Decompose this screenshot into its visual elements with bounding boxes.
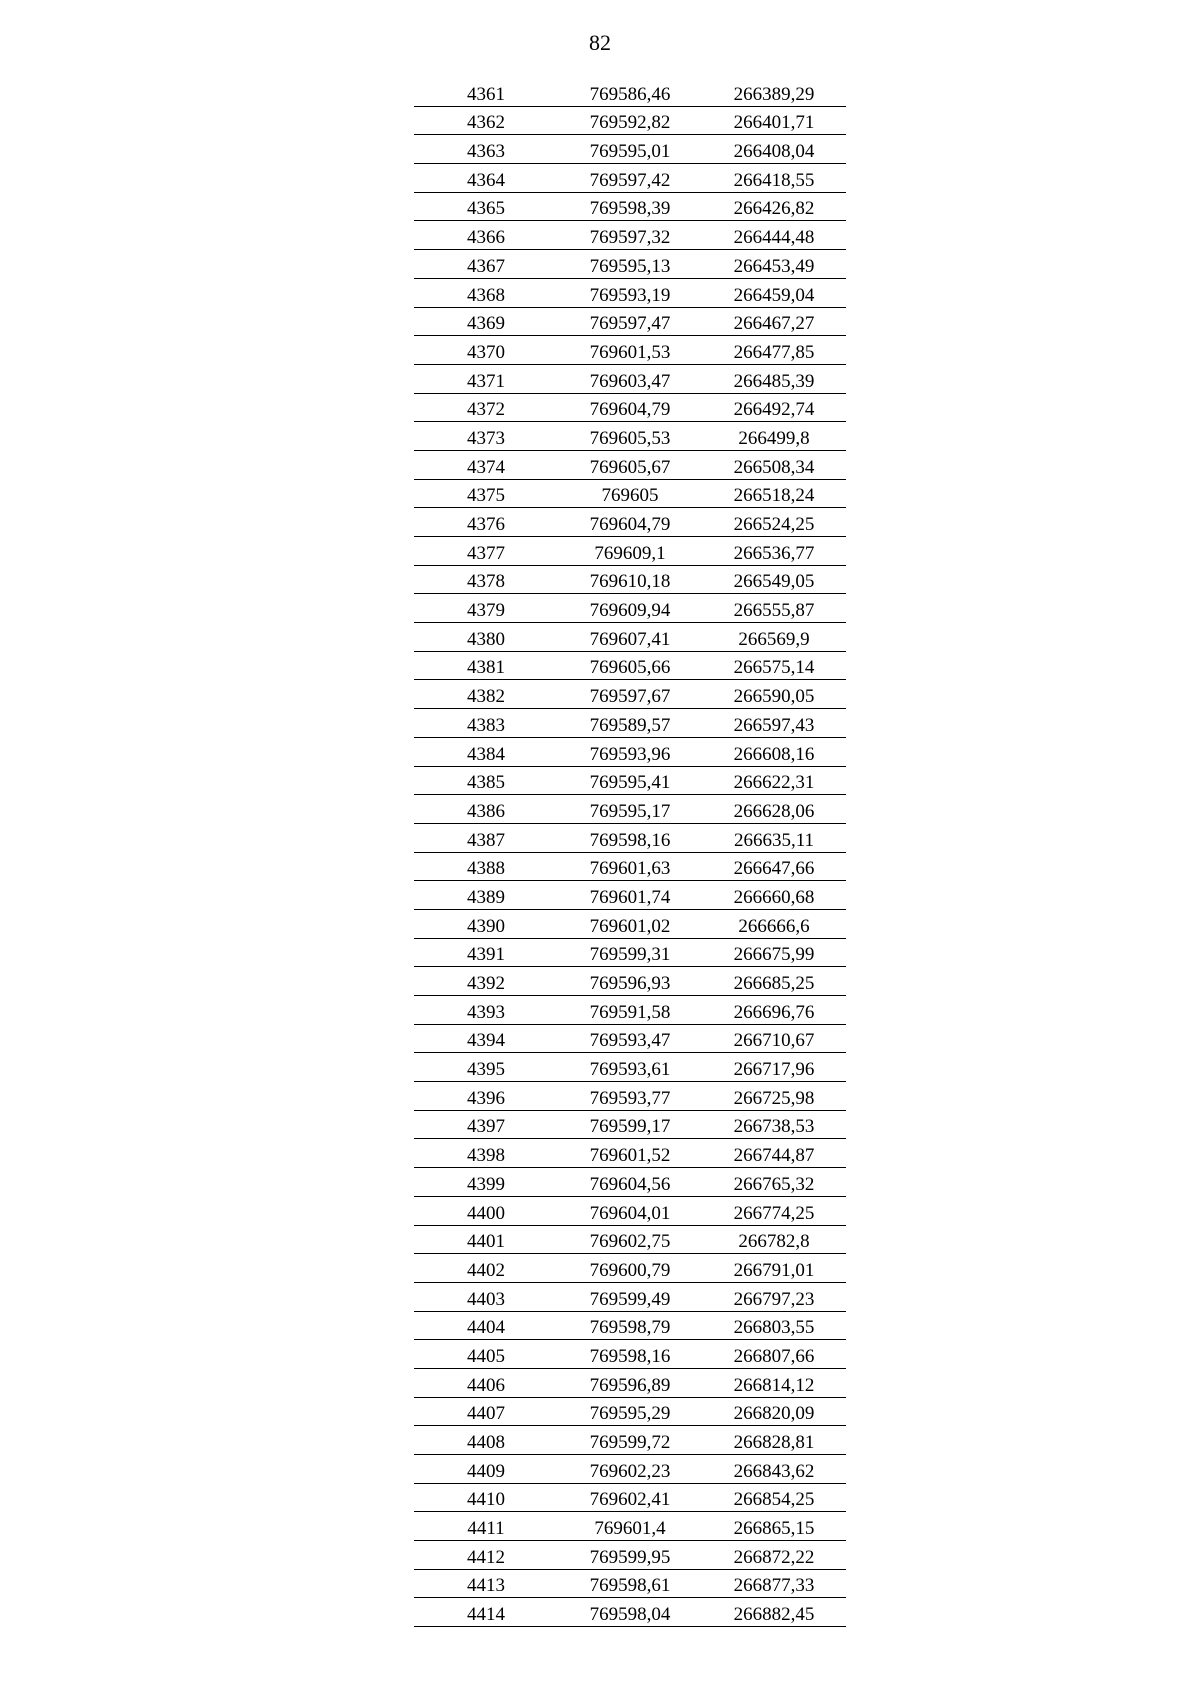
y-coordinate-cell: 266685,25 <box>702 967 846 996</box>
x-coordinate-cell: 769601,63 <box>558 852 702 881</box>
x-coordinate-cell: 769599,95 <box>558 1541 702 1570</box>
x-coordinate-cell: 769599,31 <box>558 938 702 967</box>
table-row <box>414 537 846 566</box>
x-coordinate-cell: 769597,67 <box>558 680 702 709</box>
y-coordinate-cell: 266467,27 <box>702 307 846 336</box>
x-coordinate-cell: 769599,49 <box>558 1282 702 1311</box>
y-coordinate-cell: 266459,04 <box>702 278 846 307</box>
table-row <box>414 1397 846 1426</box>
x-coordinate-cell: 769597,32 <box>558 221 702 250</box>
x-coordinate-cell: 769604,79 <box>558 393 702 422</box>
y-coordinate-cell: 266518,24 <box>702 479 846 508</box>
y-coordinate-cell: 266791,01 <box>702 1254 846 1283</box>
y-coordinate-cell: 266807,66 <box>702 1340 846 1369</box>
table-row <box>414 709 846 738</box>
y-coordinate-cell: 266524,25 <box>702 508 846 537</box>
x-coordinate-cell: 769605,67 <box>558 450 702 479</box>
y-coordinate-cell: 266508,34 <box>702 450 846 479</box>
table-row <box>414 1196 846 1225</box>
table-row <box>414 278 846 307</box>
y-coordinate-cell: 266717,96 <box>702 1053 846 1082</box>
point-number-cell: 4405 <box>414 1340 558 1369</box>
x-coordinate-cell: 769595,13 <box>558 250 702 279</box>
point-number-cell: 4385 <box>414 766 558 795</box>
x-coordinate-cell: 769601,4 <box>558 1512 702 1541</box>
table-row <box>414 106 846 135</box>
page-number: 82 <box>589 30 611 55</box>
point-number-cell: 4410 <box>414 1483 558 1512</box>
x-coordinate-cell: 769599,17 <box>558 1110 702 1139</box>
x-coordinate-cell: 769605,66 <box>558 651 702 680</box>
table-row <box>414 1311 846 1340</box>
y-coordinate-cell: 266872,22 <box>702 1541 846 1570</box>
y-coordinate-cell: 266765,32 <box>702 1168 846 1197</box>
y-coordinate-cell: 266569,9 <box>702 623 846 652</box>
y-coordinate-cell: 266865,15 <box>702 1512 846 1541</box>
x-coordinate-cell: 769593,47 <box>558 1024 702 1053</box>
y-coordinate-cell: 266389,29 <box>702 78 846 106</box>
point-number-cell: 4399 <box>414 1168 558 1197</box>
point-number-cell: 4383 <box>414 709 558 738</box>
table-row <box>414 852 846 881</box>
y-coordinate-cell: 266828,81 <box>702 1426 846 1455</box>
y-coordinate-cell: 266882,45 <box>702 1598 846 1627</box>
x-coordinate-cell: 769598,79 <box>558 1311 702 1340</box>
point-number-cell: 4361 <box>414 78 558 106</box>
y-coordinate-cell: 266401,71 <box>702 106 846 135</box>
point-number-cell: 4372 <box>414 393 558 422</box>
point-number-cell: 4391 <box>414 938 558 967</box>
y-coordinate-cell: 266647,66 <box>702 852 846 881</box>
x-coordinate-cell: 769602,23 <box>558 1455 702 1484</box>
table-row <box>414 1483 846 1512</box>
point-number-cell: 4402 <box>414 1254 558 1283</box>
point-number-cell: 4393 <box>414 996 558 1025</box>
table-row <box>414 508 846 537</box>
table-row <box>414 766 846 795</box>
point-number-cell: 4362 <box>414 106 558 135</box>
table-row <box>414 737 846 766</box>
point-number-cell: 4414 <box>414 1598 558 1627</box>
x-coordinate-cell: 769598,39 <box>558 192 702 221</box>
y-coordinate-cell: 266444,48 <box>702 221 846 250</box>
point-number-cell: 4398 <box>414 1139 558 1168</box>
y-coordinate-cell: 266675,99 <box>702 938 846 967</box>
y-coordinate-cell: 266843,62 <box>702 1455 846 1484</box>
x-coordinate-cell: 769593,96 <box>558 737 702 766</box>
x-coordinate-cell: 769593,19 <box>558 278 702 307</box>
x-coordinate-cell: 769596,93 <box>558 967 702 996</box>
table-row <box>414 1225 846 1254</box>
x-coordinate-cell: 769605,53 <box>558 422 702 451</box>
x-coordinate-cell: 769601,53 <box>558 336 702 365</box>
point-number-cell: 4381 <box>414 651 558 680</box>
y-coordinate-cell: 266628,06 <box>702 795 846 824</box>
y-coordinate-cell: 266590,05 <box>702 680 846 709</box>
point-number-cell: 4382 <box>414 680 558 709</box>
y-coordinate-cell: 266744,87 <box>702 1139 846 1168</box>
table-row <box>414 795 846 824</box>
x-coordinate-cell: 769607,41 <box>558 623 702 652</box>
table-row <box>414 1282 846 1311</box>
table-row <box>414 938 846 967</box>
y-coordinate-cell: 266549,05 <box>702 565 846 594</box>
y-coordinate-cell: 266408,04 <box>702 135 846 164</box>
point-number-cell: 4379 <box>414 594 558 623</box>
table-row <box>414 164 846 193</box>
table-row <box>414 623 846 652</box>
table-row <box>414 450 846 479</box>
point-number-cell: 4376 <box>414 508 558 537</box>
table-row <box>414 221 846 250</box>
x-coordinate-cell: 769598,16 <box>558 1340 702 1369</box>
y-coordinate-cell: 266635,11 <box>702 823 846 852</box>
y-coordinate-cell: 266814,12 <box>702 1368 846 1397</box>
point-number-cell: 4366 <box>414 221 558 250</box>
point-number-cell: 4400 <box>414 1196 558 1225</box>
y-coordinate-cell: 266797,23 <box>702 1282 846 1311</box>
x-coordinate-cell: 769593,77 <box>558 1082 702 1111</box>
y-coordinate-cell: 266453,49 <box>702 250 846 279</box>
point-number-cell: 4371 <box>414 364 558 393</box>
x-coordinate-cell: 769604,79 <box>558 508 702 537</box>
x-coordinate-cell: 769602,75 <box>558 1225 702 1254</box>
table-row <box>414 1426 846 1455</box>
table-row <box>414 909 846 938</box>
table-row <box>414 1368 846 1397</box>
table-row <box>414 336 846 365</box>
table-row <box>414 1598 846 1627</box>
point-number-cell: 4408 <box>414 1426 558 1455</box>
y-coordinate-cell: 266499,8 <box>702 422 846 451</box>
x-coordinate-cell: 769595,41 <box>558 766 702 795</box>
point-number-cell: 4404 <box>414 1311 558 1340</box>
table-row <box>414 680 846 709</box>
point-number-cell: 4412 <box>414 1541 558 1570</box>
x-coordinate-cell: 769601,74 <box>558 881 702 910</box>
point-number-cell: 4363 <box>414 135 558 164</box>
table-row <box>414 364 846 393</box>
x-coordinate-cell: 769591,58 <box>558 996 702 1025</box>
table-row <box>414 1455 846 1484</box>
table-row <box>414 1110 846 1139</box>
x-coordinate-cell: 769604,56 <box>558 1168 702 1197</box>
point-number-cell: 4397 <box>414 1110 558 1139</box>
table-row <box>414 479 846 508</box>
x-coordinate-cell: 769610,18 <box>558 565 702 594</box>
y-coordinate-cell: 266660,68 <box>702 881 846 910</box>
point-number-cell: 4365 <box>414 192 558 221</box>
x-coordinate-cell: 769595,17 <box>558 795 702 824</box>
point-number-cell: 4390 <box>414 909 558 938</box>
table-row <box>414 1168 846 1197</box>
table-row <box>414 1569 846 1598</box>
y-coordinate-cell: 266608,16 <box>702 737 846 766</box>
y-coordinate-cell: 266536,77 <box>702 537 846 566</box>
point-number-cell: 4411 <box>414 1512 558 1541</box>
y-coordinate-cell: 266725,98 <box>702 1082 846 1111</box>
point-number-cell: 4373 <box>414 422 558 451</box>
y-coordinate-cell: 266820,09 <box>702 1397 846 1426</box>
point-number-cell: 4409 <box>414 1455 558 1484</box>
y-coordinate-cell: 266575,14 <box>702 651 846 680</box>
table-row <box>414 192 846 221</box>
point-number-cell: 4392 <box>414 967 558 996</box>
coordinates-table-body <box>414 78 846 1627</box>
point-number-cell: 4368 <box>414 278 558 307</box>
point-number-cell: 4384 <box>414 737 558 766</box>
x-coordinate-cell: 769596,89 <box>558 1368 702 1397</box>
table-row <box>414 135 846 164</box>
x-coordinate-cell: 769609,94 <box>558 594 702 623</box>
x-coordinate-cell: 769598,16 <box>558 823 702 852</box>
table-row <box>414 996 846 1025</box>
y-coordinate-cell: 266803,55 <box>702 1311 846 1340</box>
x-coordinate-cell: 769595,29 <box>558 1397 702 1426</box>
y-coordinate-cell: 266666,6 <box>702 909 846 938</box>
table-row <box>414 967 846 996</box>
table-row <box>414 565 846 594</box>
x-coordinate-cell: 769597,42 <box>558 164 702 193</box>
y-coordinate-cell: 266774,25 <box>702 1196 846 1225</box>
coordinates-table <box>414 78 846 1627</box>
y-coordinate-cell: 266418,55 <box>702 164 846 193</box>
x-coordinate-cell: 769599,72 <box>558 1426 702 1455</box>
point-number-cell: 4396 <box>414 1082 558 1111</box>
point-number-cell: 4406 <box>414 1368 558 1397</box>
x-coordinate-cell: 769595,01 <box>558 135 702 164</box>
table-row <box>414 1541 846 1570</box>
point-number-cell: 4387 <box>414 823 558 852</box>
x-coordinate-cell: 769586,46 <box>558 78 702 106</box>
x-coordinate-cell: 769605 <box>558 479 702 508</box>
table-row <box>414 393 846 422</box>
point-number-cell: 4375 <box>414 479 558 508</box>
y-coordinate-cell: 266738,53 <box>702 1110 846 1139</box>
point-number-cell: 4370 <box>414 336 558 365</box>
point-number-cell: 4377 <box>414 537 558 566</box>
table-row <box>414 1512 846 1541</box>
point-number-cell: 4378 <box>414 565 558 594</box>
y-coordinate-cell: 266696,76 <box>702 996 846 1025</box>
y-coordinate-cell: 266710,67 <box>702 1024 846 1053</box>
point-number-cell: 4407 <box>414 1397 558 1426</box>
table-row <box>414 307 846 336</box>
point-number-cell: 4388 <box>414 852 558 881</box>
table-row <box>414 1082 846 1111</box>
table-row <box>414 1254 846 1283</box>
table-row <box>414 594 846 623</box>
y-coordinate-cell: 266782,8 <box>702 1225 846 1254</box>
y-coordinate-cell: 266555,87 <box>702 594 846 623</box>
y-coordinate-cell: 266877,33 <box>702 1569 846 1598</box>
x-coordinate-cell: 769600,79 <box>558 1254 702 1283</box>
point-number-cell: 4380 <box>414 623 558 652</box>
point-number-cell: 4394 <box>414 1024 558 1053</box>
x-coordinate-cell: 769592,82 <box>558 106 702 135</box>
point-number-cell: 4367 <box>414 250 558 279</box>
point-number-cell: 4369 <box>414 307 558 336</box>
table-row <box>414 1139 846 1168</box>
x-coordinate-cell: 769593,61 <box>558 1053 702 1082</box>
x-coordinate-cell: 769609,1 <box>558 537 702 566</box>
x-coordinate-cell: 769603,47 <box>558 364 702 393</box>
point-number-cell: 4413 <box>414 1569 558 1598</box>
x-coordinate-cell: 769601,02 <box>558 909 702 938</box>
y-coordinate-cell: 266426,82 <box>702 192 846 221</box>
x-coordinate-cell: 769598,04 <box>558 1598 702 1627</box>
point-number-cell: 4395 <box>414 1053 558 1082</box>
table-row <box>414 823 846 852</box>
y-coordinate-cell: 266854,25 <box>702 1483 846 1512</box>
y-coordinate-cell: 266597,43 <box>702 709 846 738</box>
y-coordinate-cell: 266485,39 <box>702 364 846 393</box>
x-coordinate-cell: 769602,41 <box>558 1483 702 1512</box>
point-number-cell: 4364 <box>414 164 558 193</box>
point-number-cell: 4389 <box>414 881 558 910</box>
table-row <box>414 651 846 680</box>
table-row <box>414 78 846 106</box>
table-row <box>414 422 846 451</box>
x-coordinate-cell: 769601,52 <box>558 1139 702 1168</box>
table-row <box>414 1053 846 1082</box>
table-row <box>414 881 846 910</box>
x-coordinate-cell: 769598,61 <box>558 1569 702 1598</box>
point-number-cell: 4374 <box>414 450 558 479</box>
y-coordinate-cell: 266622,31 <box>702 766 846 795</box>
y-coordinate-cell: 266477,85 <box>702 336 846 365</box>
table-row <box>414 1340 846 1369</box>
table-row <box>414 250 846 279</box>
y-coordinate-cell: 266492,74 <box>702 393 846 422</box>
x-coordinate-cell: 769597,47 <box>558 307 702 336</box>
point-number-cell: 4401 <box>414 1225 558 1254</box>
x-coordinate-cell: 769604,01 <box>558 1196 702 1225</box>
point-number-cell: 4403 <box>414 1282 558 1311</box>
point-number-cell: 4386 <box>414 795 558 824</box>
x-coordinate-cell: 769589,57 <box>558 709 702 738</box>
table-row <box>414 1024 846 1053</box>
